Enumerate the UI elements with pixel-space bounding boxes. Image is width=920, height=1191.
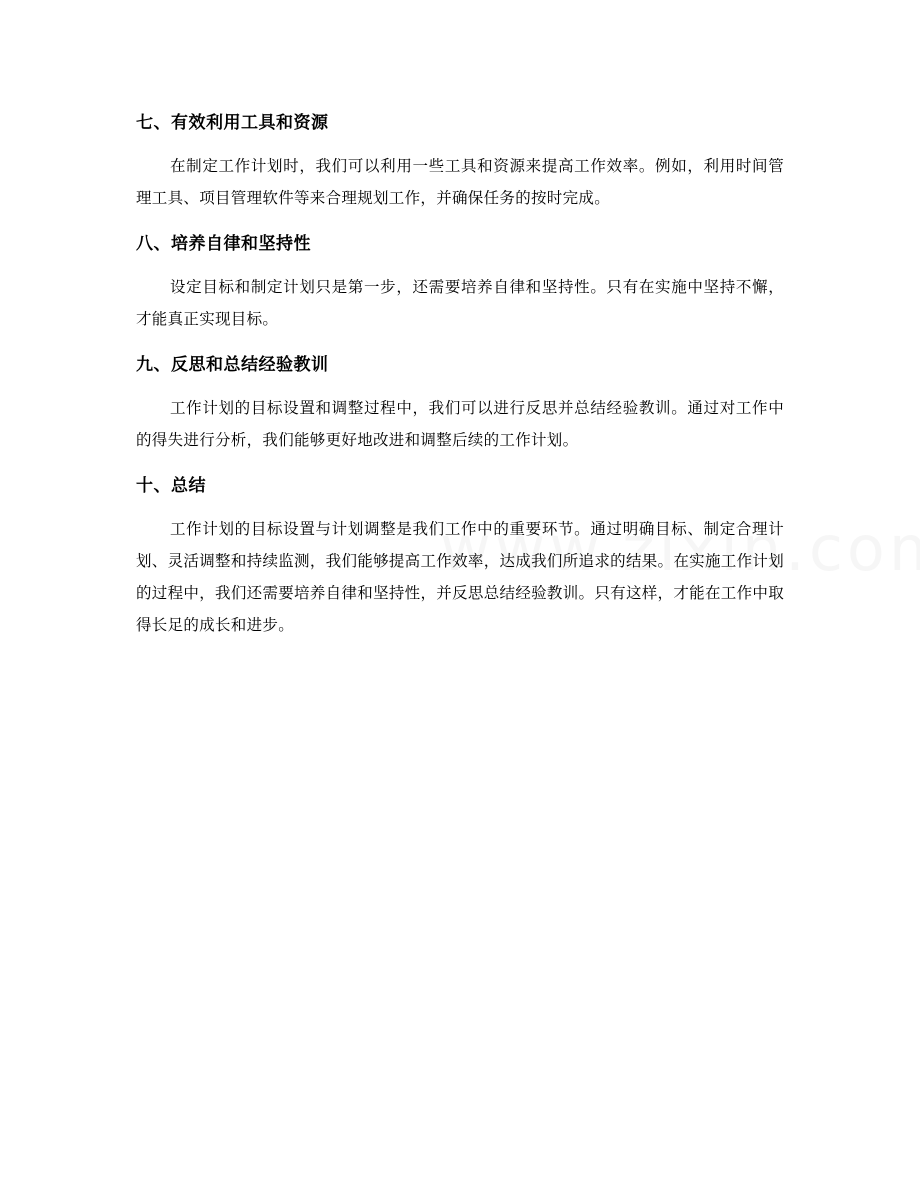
section-paragraph: 在制定工作计划时，我们可以利用一些工具和资源来提高工作效率。例如，利用时间管理工具、项目管理软件等来合理规划工作，并确保任务的按时完成。 <box>136 157 784 207</box>
section-heading: 七、有效利用工具和资源 <box>136 113 329 133</box>
section-heading: 九、反思和总结经验教训 <box>136 355 329 375</box>
section-paragraph: 设定目标和制定计划只是第一步，还需要培养自律和坚持性。只有在实施中坚持不懈，才能真正实现目标。 <box>136 278 784 328</box>
section-paragraph: 工作计划的目标设置和调整过程中，我们可以进行反思并总结经验教训。通过对工作中的得失进行分析，我们能够更好地改进和调整后续的工作计划。 <box>136 399 784 449</box>
document-body <box>136 108 784 656</box>
section-summary <box>136 471 784 641</box>
section-self-discipline <box>136 229 784 335</box>
section-paragraph: 工作计划的目标设置与计划调整是我们工作中的重要环节。通过明确目标、制定合理计划、灵活调整和持续监测，我们能够提高工作效率，达成我们所追求的结果。在实施工作计划的过程中，我们还需要培养自律和坚持性，并反思总结经验教训。只有这样，才能在工作中取得长足的成长和进步。 <box>136 520 784 634</box>
section-heading: 八、培养自律和坚持性 <box>136 234 311 254</box>
section-tools-resources <box>136 108 784 214</box>
section-heading: 十、总结 <box>136 476 206 496</box>
section-reflection <box>136 350 784 456</box>
